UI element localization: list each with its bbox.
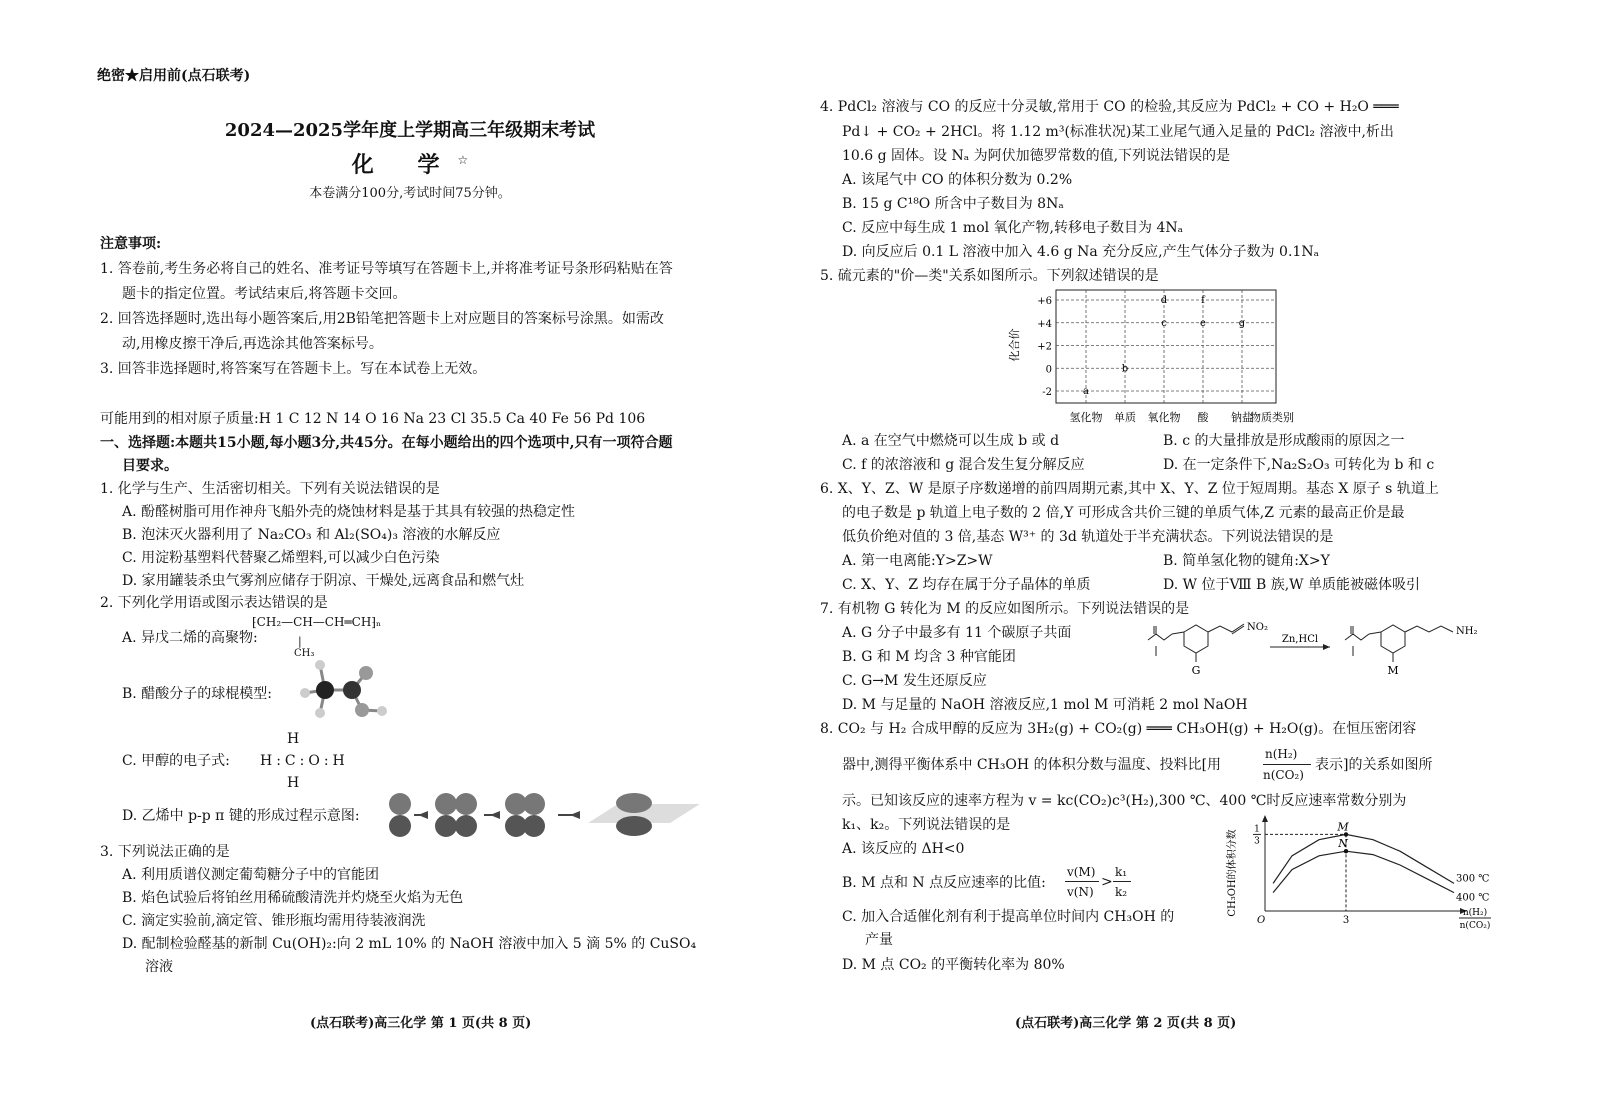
chart2-series-1 (1273, 851, 1454, 892)
compound-g-label: G (1191, 664, 1201, 677)
chart1-ytick: +4 (1037, 318, 1052, 330)
q7-stem: 7. 有机物 G 转化为 M 的反应如图所示。下列说法错误的是 (820, 601, 1190, 617)
q8-b-k2: k₂ (1115, 885, 1128, 899)
q5-stem: 5. 硫元素的"价—类"关系如图所示。下列叙述错误的是 (820, 268, 1159, 284)
q4-option-b: B. 15 g C¹⁸O 所含中子数目为 8Nₐ (842, 196, 1064, 212)
chart1-point-g: g (1238, 317, 1246, 329)
chart1-point-a: a (1083, 386, 1089, 397)
q3-option-d: D. 配制检验醛基的新制 Cu(OH)₂:向 2 mL 10% 的 NaOH 溶液中加入 5 滴 5% 的 CuSO₄ (122, 936, 697, 952)
q2-option-c: C. 甲醇的电子式: (122, 753, 230, 769)
chart1-frame (1056, 290, 1276, 403)
notice-2-cont: 动,用橡皮擦干净后,再选涂其他答案标号。 (122, 336, 383, 352)
chart1-ytick: -2 (1042, 387, 1052, 398)
chart1-xtick: 单质 (1114, 411, 1136, 424)
q8-line1: 8. CO₂ 与 H₂ 合成甲醇的反应为 3H₂(g) + CO₂(g) ═══ CH₃OH(g) + H₂O(g)。在恒压密闭容 (820, 721, 1417, 737)
q1-option-b: B. 泡沫灭火器利用了 Na₂CO₃ 和 Al₂(SO₄)₃ 溶液的水解反应 (122, 527, 501, 543)
chart1-point-c: c (1161, 317, 1167, 329)
q2-a-branch-bond: | (298, 635, 302, 648)
chart1-point-e: e (1200, 317, 1206, 329)
q2-stem: 2. 下列化学用语或图示表达错误的是 (100, 595, 328, 611)
chart1-point-d: d (1160, 295, 1168, 306)
q4-line1: 4. PdCl₂ 溶液与 CO 的反应十分灵敏,常用于 CO 的检验,其反应为 PdCl₂ + CO + H₂O ═══ (820, 99, 1399, 115)
chart2-xlabel-den: n(CO₂) (1459, 921, 1491, 931)
chart1-point-b: b (1121, 363, 1129, 375)
exam-info: 本卷满分100分,考试时间75分钟。 (309, 186, 511, 201)
q2-option-d: D. 乙烯中 p-p π 键的形成过程示意图: (122, 808, 360, 824)
q4-option-c: C. 反应中每生成 1 mol 氧化产物,转移电子数目为 4Nₐ (842, 220, 1184, 236)
chart2-point-label-N: N (1338, 837, 1348, 851)
chart2-point-label-M: M (1337, 820, 1349, 834)
q4-line3: 10.6 g 固体。设 Nₐ 为阿伏加德罗常数的值,下列说法错误的是 (842, 148, 1231, 164)
q3-option-d-cont: 溶液 (145, 959, 173, 975)
q8-line2a: 器中,测得平衡体系中 CH₃OH 的体积分数与温度、投料比[用 (842, 757, 1222, 773)
q3-stem: 3. 下列说法正确的是 (100, 844, 230, 860)
q6-option-a: A. 第一电离能:Y>Z>W (842, 553, 993, 569)
chart1-ylabel: 化合价 (1008, 328, 1021, 362)
chart1-ytick: +6 (1037, 296, 1052, 307)
q6-option-c: C. X、Y、Z 均存在属于分子晶体的单质 (842, 577, 1091, 593)
notice-1: 1. 答卷前,考生务必将自己的姓名、准考证号等填写在答题卡上,并将准考证号条形码粘贴在答 (100, 261, 673, 277)
q4-option-a: A. 该尾气中 CO 的体积分数为 0.2% (842, 172, 1073, 188)
compound-m-label: M (1387, 664, 1399, 677)
chart1-ytick: +2 (1037, 341, 1052, 353)
q6-option-b: B. 简单氢化物的键角:X>Y (1163, 553, 1330, 569)
right-footer: (点石联考)高三化学 第 2 页(共 8 页) (1015, 1016, 1237, 1031)
chart2-series-0 (1273, 834, 1454, 883)
chart1-xtick: 酸 (1197, 411, 1209, 424)
p-p-pi-bond-diagram (388, 790, 708, 840)
q8-option-b: B. M 点和 N 点反应速率的比值: (842, 875, 1046, 891)
q4-line2: Pd↓ + CO₂ + 2HCl。将 1.12 m³(标准状况)某工业尾气通入足量的 PdCl₂ 溶液中,析出 (842, 124, 1394, 140)
chart2-xlabel-num: n(H₂) (1462, 908, 1488, 918)
q2-option-b: B. 醋酸分子的球棍模型: (122, 686, 272, 702)
q8-b-gt: > (1101, 874, 1113, 890)
chart1-xtick: 氧化物 (1147, 411, 1181, 424)
notice-2: 2. 回答选择题时,选出每小题答案后,用2B铅笔把答题卡上对应题目的答案标号涂黑。如需改 (100, 311, 664, 327)
q8-b-vm: v(M) (1067, 865, 1096, 879)
subject-title (100, 150, 720, 178)
subject-mark: ☆ (457, 153, 469, 167)
q5-option-b: B. c 的大量排放是形成酸雨的原因之一 (1163, 433, 1405, 449)
q3-option-a: A. 利用质谱仪测定葡萄糖分子中的官能团 (122, 867, 380, 883)
q8-line2b: 表示]的关系如图所 (1315, 757, 1433, 773)
methanol-h-top: H (287, 731, 300, 747)
q8-b-vn: v(N) (1067, 885, 1094, 899)
q8-option-d: D. M 点 CO₂ 的平衡转化率为 80% (842, 957, 1065, 973)
chart2-legend-1: 400 ℃ (1456, 892, 1490, 904)
methanol-h-bottom: H (287, 775, 300, 791)
secret-label: 绝密★启用前(点石联考) (97, 68, 251, 84)
q2-option-a: A. 异戊二烯的高聚物: (122, 630, 258, 646)
notice-3: 3. 回答非选择题时,将答案写在答题卡上。写在本试卷上无效。 (100, 361, 487, 377)
q7-option-c: C. G→M 发生还原反应 (842, 673, 987, 689)
q6-option-d: D. W 位于Ⅷ B 族,W 单质能被磁体吸引 (1163, 577, 1420, 593)
q3-option-c: C. 滴定实验前,滴定管、锥形瓶均需用待装液润洗 (122, 913, 426, 929)
atomic-masses: 可能用到的相对原子质量:H 1 C 12 N 14 O 16 Na 23 Cl 35.5 Ca 40 Fe 56 Pd 106 (100, 411, 646, 427)
q8-line4: k₁、k₂。下列说法错误的是 (842, 817, 1011, 833)
q2-a-branch: CH₃ (294, 648, 315, 659)
q6-line2: 的电子数是 p 轨道上电子数的 2 倍,Y 可形成含共价三键的单质气体,Z 元素的最高正价是最 (842, 505, 1405, 521)
q8-option-c: C. 加入合适催化剂有利于提高单位时间内 CH₃OH 的 (842, 909, 1175, 925)
q1-stem: 1. 化学与生产、生活密切相关。下列有关说法错误的是 (100, 481, 440, 497)
q1-option-c: C. 用淀粉基塑料代替聚乙烯塑料,可以减少白色污染 (122, 550, 440, 566)
q7-option-a: A. G 分子中最多有 11 个碳原子共面 (842, 625, 1072, 641)
q5-option-a: A. a 在空气中燃烧可以生成 b 或 d (842, 433, 1060, 449)
q1-option-a: A. 酚醛树脂可用作神舟飞船外壳的烧蚀材料是基于其具有较强的热稳定性 (122, 504, 576, 520)
q8-ratio-den: n(CO₂) (1263, 768, 1304, 782)
q5-option-d: D. 在一定条件下,Na₂S₂O₃ 可转化为 b 和 c (1163, 457, 1435, 473)
chart2-legend-0: 300 ℃ (1456, 873, 1490, 885)
g-to-m-reaction-scheme (1140, 612, 1520, 682)
chart2-ytick-num: 1 (1254, 824, 1260, 835)
q7-option-b: B. G 和 M 均含 3 种官能团 (842, 649, 1016, 665)
methanol-electron-formula: H:C:O:H (260, 753, 349, 769)
q6-line1: 6. X、Y、Z、W 是原子序数递增的前四周期元素,其中 X、Y、Z 位于短周期。基态 X 原子 s 轨道上 (820, 481, 1439, 497)
chart1-point-f: f (1201, 295, 1205, 306)
notice-1-cont: 题卡的指定位置。考试结束后,将答题卡交回。 (122, 286, 407, 302)
chart1-xtick: 氢化物 (1069, 411, 1103, 424)
q3-option-b: B. 焰色试验后将铂丝用稀硫酸清洗并灼烧至火焰为无色 (122, 890, 464, 906)
chart1-xtick: 钠盐 (1231, 411, 1253, 424)
q4-option-d: D. 向反应后 0.1 L 溶液中加入 4.6 g Na 充分反应,产生气体分子数为 0.1Nₐ (842, 244, 1319, 260)
q8-option-a: A. 该反应的 ΔH<0 (842, 841, 965, 857)
left-footer: (点石联考)高三化学 第 1 页(共 8 页) (310, 1016, 532, 1031)
subject-name: 化 学 (351, 152, 458, 178)
methanol-fraction-chart (1223, 815, 1503, 945)
chart2-origin: O (1257, 915, 1266, 926)
q7-option-d: D. M 与足量的 NaOH 溶液反应,1 mol M 可消耗 2 mol NaOH (842, 697, 1248, 713)
chart2-xtick: 3 (1342, 915, 1350, 926)
chart2-ylabel: CH₃OH的体积分数 (1227, 829, 1238, 917)
no2-group: NO₂ (1247, 622, 1268, 633)
q2-a-formula: ⁅CH₂—CH—CH═CH⁆ₙ (252, 615, 382, 629)
chart2-ytick-den: 3 (1254, 836, 1260, 847)
q8-b-k1: k₁ (1115, 865, 1128, 879)
section-1-cont: 目要求。 (122, 458, 178, 474)
q8-ratio-num: n(H₂) (1265, 747, 1298, 761)
acetic-acid-ball-stick-model (300, 655, 420, 735)
chart1-xlabel: 物质类别 (1250, 411, 1294, 424)
chart1-ytick: 0 (1045, 364, 1052, 376)
q1-option-d: D. 家用罐装杀虫气雾剂应储存于阴凉、干燥处,远离食品和燃气灶 (122, 573, 525, 589)
nh2-group: NH₂ (1456, 626, 1478, 637)
notice-title: 注意事项: (100, 236, 162, 252)
q8-option-c-cont: 产量 (865, 932, 893, 948)
reagent-label: Zn,HCl (1281, 634, 1319, 645)
sulfur-valence-chart (1010, 285, 1310, 425)
q8-line3: 示。已知该反应的速率方程为 v = kc(CO₂)c³(H₂),300 ℃、400 ℃时反应速率常数分别为 (842, 793, 1407, 809)
q5-option-c: C. f 的浓溶液和 g 混合发生复分解反应 (842, 457, 1085, 473)
exam-title: 2024—2025学年度上学期高三年级期末考试 (224, 120, 596, 141)
q6-line3: 低负价绝对值的 3 倍,基态 W³⁺ 的 3d 轨道处于半充满状态。下列说法错误的是 (842, 529, 1334, 545)
section-1-header: 一、选择题:本题共15小题,每小题3分,共45分。在每小题给出的四个选项中,只有一项符合题 (100, 435, 673, 451)
